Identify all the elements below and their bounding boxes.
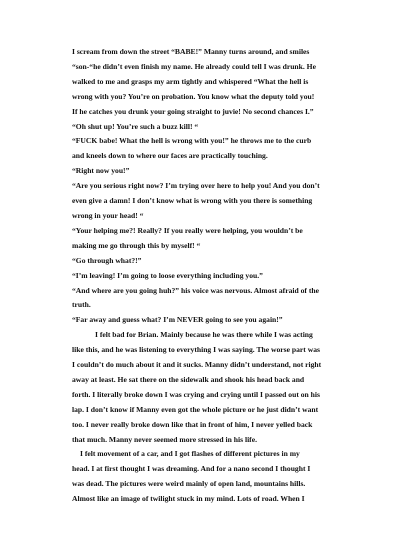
text-line: making me go through this by myself! “ [72,240,201,250]
text-line: I felt movement of a car, and I got flashes of different pictures in my [80,449,300,459]
paragraph [72,164,354,179]
text-line: lap. I don’t know if Manny even got the whole picture or he just didn’t want [72,404,319,414]
text-line: was dead. The pictures were weird mainly of open land, mountains hills. [72,479,306,489]
paragraph [72,134,354,164]
text-line: truth. [72,300,91,310]
text-line: I scream from down the street “BABE!” Manny turns around, and smiles [72,47,310,56]
text-line: Almost like an image of twilight stuck in my mind. Lots of road. When I [72,494,305,504]
text-line: “Are you serious right now? I’m trying over here to help you! And you don’t [72,181,320,191]
text-line: “Your helping me?! Really? If you really were helping, you wouldn’t be [72,225,303,235]
paragraph [72,179,354,224]
text-line: I couldn’t do much about it and it sucks. Manny didn’t understand, not right [72,360,322,370]
text-line: head. I at first thought I was dreaming. And for a nano second I thought I [72,464,311,474]
paragraph [72,254,354,269]
paragraph [72,328,354,447]
text-line: too. I never really broke down like that in front of him, I never yelled back [72,419,313,429]
paragraph [72,120,354,135]
text-line: “son-“he didn’t even finish my name. He already could tell I was drunk. He [72,61,316,71]
text-line: away at least. He sat there on the sidewalk and shook his head back and [72,374,305,384]
text-line: If he catches you drunk your going straight to juvie! No second chances I.” [72,106,314,116]
paragraph [72,224,354,254]
paragraph [72,313,354,328]
text-line: wrong in your head! “ [72,210,144,220]
text-line: and kneels down to where our faces are practically touching. [72,151,268,161]
text-line: that much. Manny never seemed more stressed in his life. [72,434,257,444]
paragraph [72,447,354,507]
text-line: forth. I literally broke down I was crying and crying until I passed out on his [72,389,320,399]
text-line: “Oh shut up! You’re such a buzz kill! “ [72,121,199,131]
text-line: even give a damn! I don’t know what is wrong with you there is something [72,196,313,206]
text-line: walked to me and grasps my arm tightly and whispered “What the hell is [72,76,309,86]
text-line: wrong with you? You’re on probation. You know what the deputy told you! [72,91,315,101]
text-line: “FUCK babe! What the hell is wrong with you!” he throws me to the curb [72,136,312,146]
text-line: I felt bad for Brian. Mainly because he was there while I was acting [95,330,313,340]
paragraph [72,45,354,120]
text-line: “Far away and guess what? I’m NEVER going to see you again!” [72,315,283,325]
text-line: “Right now you!” [72,166,130,176]
paragraph [72,284,354,314]
text-line: “And where are you going huh?” his voice was nervous. Almost afraid of the [72,285,319,295]
paragraph [72,269,354,284]
text-line: “Go through what?!” [72,255,142,265]
text-line: like this, and he was listening to everything I was saying. The worse part was [72,345,320,355]
text-line: “I’m leaving! I’m going to loose everything including you.” [72,270,263,280]
story-text [72,45,354,507]
